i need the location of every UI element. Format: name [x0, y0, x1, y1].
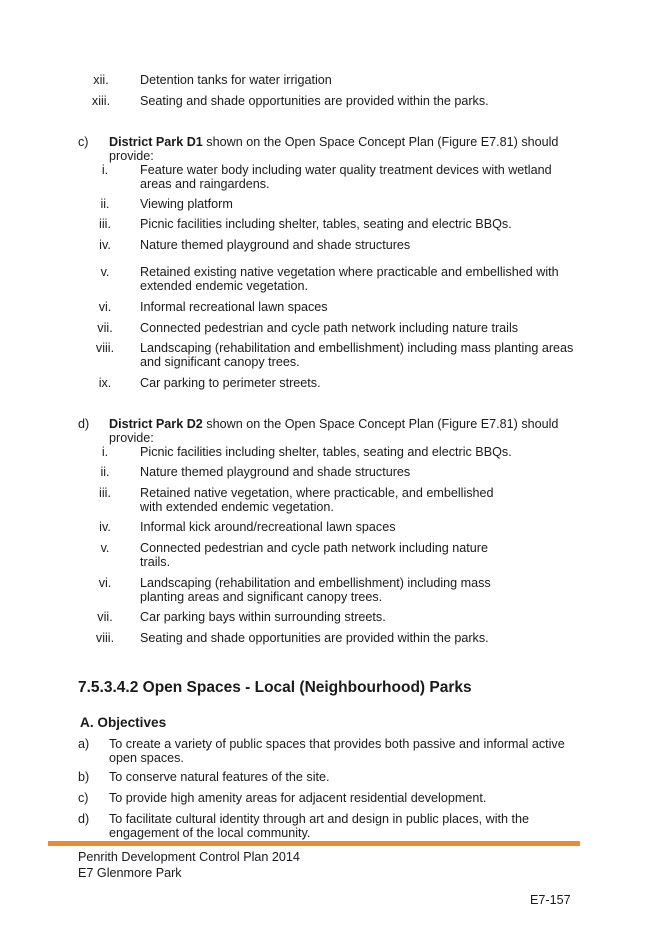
list-number: iv.	[99, 238, 111, 252]
list-item-text: Car parking to perimeter streets.	[140, 376, 321, 390]
list-item-text: Feature water body including water quality treatment devices with wetland	[140, 163, 552, 177]
objective-text: To facilitate cultural identity through art and design in public places, with the	[109, 812, 530, 826]
list-number: i.	[101, 445, 109, 459]
footer-rule	[48, 841, 580, 846]
list-item-text: Detention tanks for water irrigation	[140, 73, 332, 87]
list-number: i.	[101, 163, 109, 177]
list-item-text: Picnic facilities including shelter, tables, seating and electric BBQs.	[140, 217, 512, 231]
list-item-text: Picnic facilities including shelter, tables, seating and electric BBQs.	[140, 445, 512, 459]
list-item-text: Car parking bays within surrounding streets.	[140, 610, 386, 624]
park-name: District Park D2	[109, 417, 203, 431]
list-item-text: and significant canopy trees.	[140, 355, 300, 369]
section-heading: 7.5.3.4.2 Open Spaces - Local (Neighbourhood) Parks	[78, 679, 472, 696]
objective-text: To conserve natural features of the site.	[109, 770, 330, 784]
objective-text: engagement of the local community.	[109, 826, 311, 840]
list-item-text: Landscaping (rehabilitation and embellishment) including mass planting areas	[140, 341, 574, 355]
objective-label: b)	[78, 770, 90, 784]
list-number: vi.	[98, 300, 112, 314]
list-number: iii.	[99, 217, 111, 231]
list-number: vi.	[98, 576, 112, 590]
list-item-text: Retained native vegetation, where practicable, and embellished	[140, 486, 494, 500]
objective-label: c)	[78, 791, 89, 805]
objective-text: To provide high amenity areas for adjacent residential development.	[109, 791, 487, 805]
section-intro	[109, 135, 558, 150]
list-item-text: Landscaping (rehabilitation and embellishment) including mass	[140, 576, 491, 590]
list-item-text: planting areas and significant canopy trees.	[140, 590, 383, 604]
list-number: iii.	[99, 486, 111, 500]
section-intro-line2: provide:	[109, 431, 154, 445]
list-item-text: Nature themed playground and shade structures	[140, 238, 411, 252]
footer-title: Penrith Development Control Plan 2014	[78, 850, 300, 864]
list-number: ix.	[98, 376, 112, 390]
section-intro	[109, 417, 558, 432]
list-item-text: areas and raingardens.	[140, 177, 270, 191]
list-number: v.	[100, 265, 110, 279]
section-intro-line2: provide:	[109, 149, 154, 163]
page-number: E7-157	[530, 893, 571, 907]
footer-subtitle: E7 Glenmore Park	[78, 866, 182, 880]
list-number: vii.	[97, 321, 113, 335]
list-item-text: with extended endemic vegetation.	[140, 500, 334, 514]
list-number: v.	[100, 541, 110, 555]
list-item-text: trails.	[140, 555, 171, 569]
list-item-text: Connected pedestrian and cycle path network including nature	[140, 541, 488, 555]
objective-text: open spaces.	[109, 751, 184, 765]
list-item-text: Nature themed playground and shade structures	[140, 465, 411, 479]
list-item-text: Informal recreational lawn spaces	[140, 300, 328, 314]
list-number: viii.	[95, 631, 115, 645]
list-item-text: Viewing platform	[140, 197, 233, 211]
list-item-text: Connected pedestrian and cycle path network including nature trails	[140, 321, 519, 335]
section-intro-text: shown on the Open Space Concept Plan (Figure E7.81) should	[202, 135, 559, 149]
list-number: iv.	[99, 520, 111, 534]
list-item-text: extended endemic vegetation.	[140, 279, 309, 293]
list-number: vii.	[97, 610, 113, 624]
list-number: ii.	[100, 465, 110, 479]
list-item-text: Retained existing native vegetation where practicable and embellished with	[140, 265, 559, 279]
section-label: d)	[78, 417, 90, 431]
objective-text: To create a variety of public spaces that provides both passive and informal active	[109, 737, 565, 751]
list-number: xiii.	[91, 94, 111, 108]
list-item-text: Seating and shade opportunities are provided within the parks.	[140, 94, 489, 108]
park-name: District Park D1	[109, 135, 203, 149]
objective-label: d)	[78, 812, 90, 826]
sub-heading: A. Objectives	[80, 715, 167, 730]
list-number: viii.	[95, 341, 115, 355]
list-number: ii.	[100, 197, 110, 211]
list-number: xii.	[93, 73, 109, 87]
section-label: c)	[78, 135, 89, 149]
objective-label: a)	[78, 737, 90, 751]
section-intro-text: shown on the Open Space Concept Plan (Figure E7.81) should	[202, 417, 559, 431]
list-item-text: Seating and shade opportunities are provided within the parks.	[140, 631, 489, 645]
list-item-text: Informal kick around/recreational lawn spaces	[140, 520, 396, 534]
